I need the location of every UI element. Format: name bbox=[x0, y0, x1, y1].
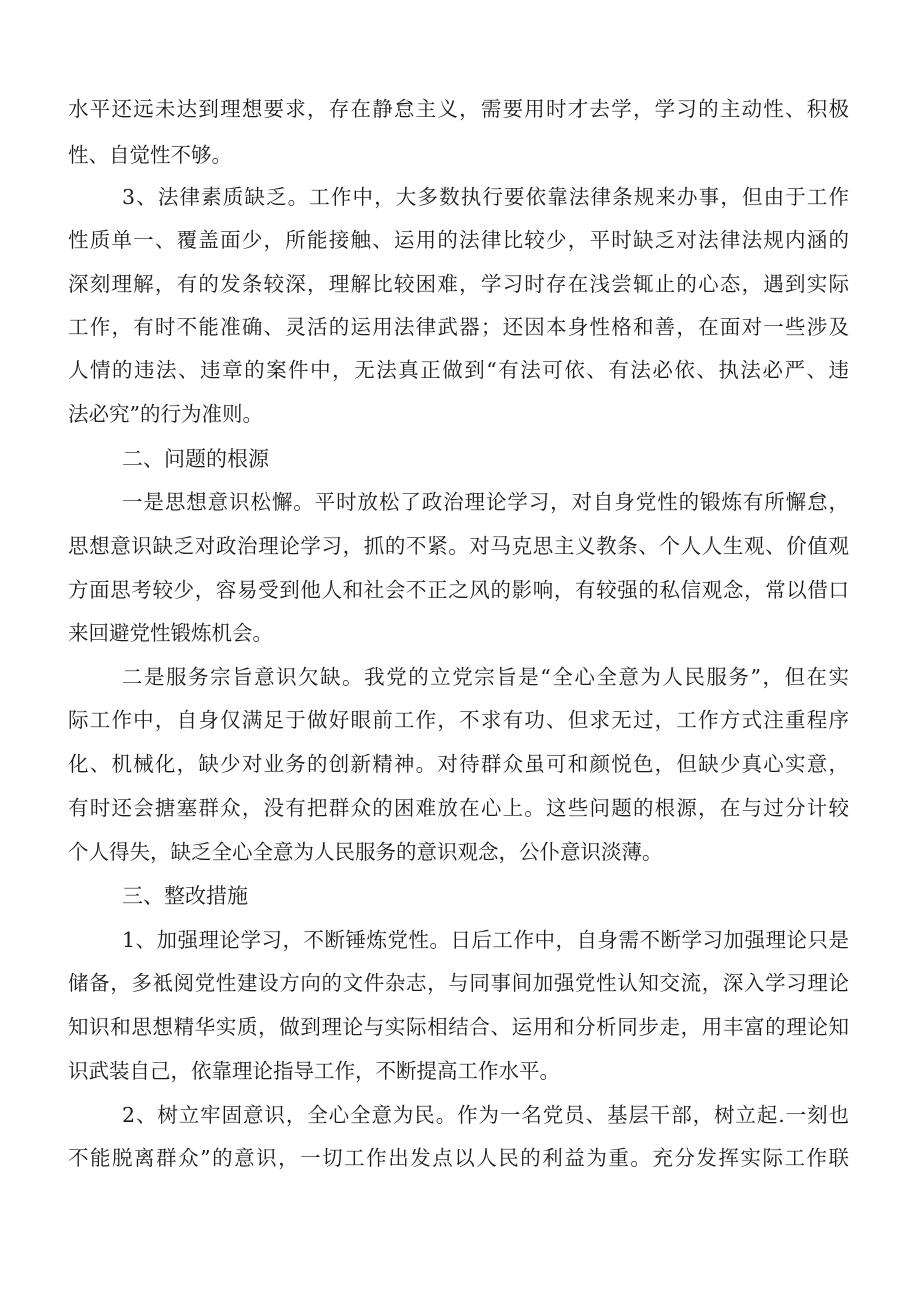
paragraph-line: 二是服务宗旨意识欠缺。我党的立党宗旨是“全心全意为人民服务”，但在实 bbox=[122, 665, 849, 689]
paragraph-line: 方面思考较少，容易受到他人和社会不正之风的影响，有较强的私信观念，常以借口 bbox=[68, 578, 849, 602]
paragraph-line: 工作，有时不能准确、灵活的运用法律武器；还因本身性格和善，在面对一些涉及 bbox=[68, 315, 849, 339]
section-heading: 二、问题的根源 bbox=[122, 447, 269, 471]
paragraph-line: 2、树立牢固意识，全心全意为民。作为一名党员、基层干部，树立起.一刻也 bbox=[122, 1103, 849, 1127]
paragraph-line: 知识和思想精华实质，做到理论与实际相结合、运用和分析同步走，用丰富的理论知 bbox=[68, 1015, 849, 1039]
paragraph-line: 储备，多袛阅党性建设方向的文件杂志，与同事间加强党性认知交流，深入学习理论 bbox=[68, 971, 849, 995]
paragraph-line: 法必究”的行为准则。 bbox=[68, 402, 263, 426]
paragraph-line: 个人得失，缺乏全心全意为人民服务的意识观念，公仆意识淡薄。 bbox=[68, 840, 663, 864]
paragraph-line: 来回避党性锻炼机会。 bbox=[68, 621, 273, 645]
paragraph-line: 水平还远未达到理想要求，存在静怠主义，需要用时才去学，学习的主动性、积极 bbox=[68, 97, 849, 121]
paragraph-line: 人情的违法、违章的案件中，无法真正做到“有法可依、有法必依、执法必严、违 bbox=[68, 358, 849, 382]
paragraph-line: 化、机械化，缺少对业务的创新精神。对待群众虽可和颜悦色，但缺少真心实意， bbox=[68, 752, 849, 776]
paragraph-line: 性质单一、覆盖面少，所能接触、运用的法律比较少，平时缺乏对法律法规内涵的 bbox=[68, 228, 849, 252]
paragraph-line: 性、自觉性不够。 bbox=[68, 143, 232, 167]
paragraph-line: 思想意识缺乏对政治理论学习，抓的不紧。对马克思主义教条、个人人生观、价值观 bbox=[68, 534, 849, 558]
section-heading: 三、整改措施 bbox=[122, 884, 248, 908]
paragraph-line: 深刻理解，有的发条较深，理解比较困难，学习时存在浅尝辄止的心态，遇到实际 bbox=[68, 272, 849, 296]
paragraph-line: 一是思想意识松懈。平时放松了政治理论学习，对自身党性的锻炼有所懈怠， bbox=[122, 490, 849, 514]
paragraph-line: 3、法律素质缺乏。工作中，大多数执行要依靠法律条规来办事，但由于工作 bbox=[122, 185, 849, 209]
paragraph-line: 际工作中，自身仅满足于做好眼前工作，不求有功、但求无过，工作方式注重程序 bbox=[68, 708, 849, 732]
paragraph-line: 不能脱离群众”的意识，一切工作出发点以人民的利益为重。充分发挥实际工作联 bbox=[68, 1146, 849, 1170]
paragraph-line: 识武装自己，依靠理论指导工作，不断提高工作水平。 bbox=[68, 1059, 560, 1083]
paragraph-line: 1、加强理论学习，不断锤炼党性。日后工作中，自身需不断学习加强理论只是 bbox=[122, 928, 849, 952]
paragraph-line: 有时还会搪塞群众，没有把群众的困难放在心上。这些问题的根源，在与过分计较 bbox=[68, 796, 849, 820]
